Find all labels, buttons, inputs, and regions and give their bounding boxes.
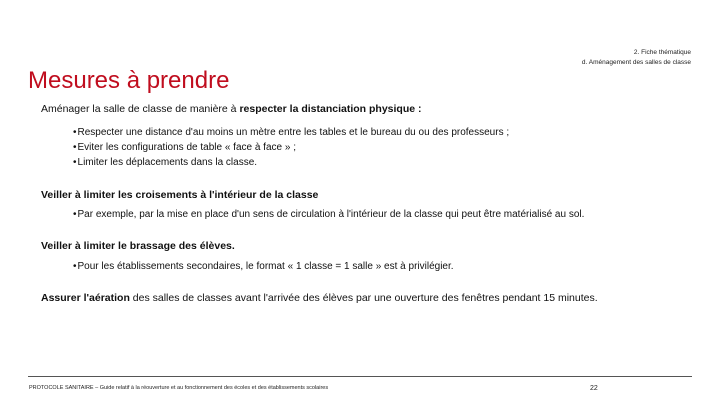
- lead-bold-text: Veiller à limiter les croisements à l'intérieur de la classe: [41, 189, 319, 201]
- footer-text: PROTOCOLE SANITAIRE – Guide relatif à la réouverture et au fonctionnement des écoles et des établissements scolaires: [29, 385, 329, 391]
- list-item: • Par exemple, par la mise en place d'un sens de circulation à l'intérieur de la classe qui peut être matérialisé au sol.: [73, 207, 584, 222]
- lead-plain-text: des salles de classes avant l'arrivée des élèves par une ouverture des fenêtres pendant 15 minutes.: [129, 292, 598, 304]
- lead-bold-text: Assurer l'aération: [41, 292, 130, 304]
- header-section-label: 2. Fiche thématique: [633, 49, 691, 56]
- list-item: • Pour les établissements secondaires, le format « 1 classe = 1 salle » est à privilégier.: [73, 259, 454, 274]
- header-subsection-label: d. Aménagement des salles de classe: [581, 59, 691, 66]
- section-croisements-lead: [41, 189, 318, 201]
- section-brassage-lead: [41, 240, 235, 252]
- bullet-list-brassage: [73, 259, 454, 274]
- footer-divider: [28, 376, 692, 377]
- list-item: • Respecter une distance d'au moins un mètre entre les tables et le bureau du ou des professeurs ;: [73, 125, 509, 140]
- lead-bold-text: Veiller à limiter le brassage des élèves.: [41, 240, 235, 252]
- section-distanciation-lead: [41, 103, 422, 115]
- lead-plain-text: Aménager la salle de classe de manière à: [41, 103, 240, 115]
- section-aeration-lead: [41, 292, 598, 304]
- lead-bold-text: respecter la distanciation physique :: [239, 103, 422, 115]
- page-number: 22: [590, 385, 598, 392]
- list-item: • Eviter les configurations de table « face à face » ;: [73, 140, 509, 155]
- document-header: [582, 48, 691, 68]
- bullet-list-croisements: [73, 207, 584, 222]
- list-item: • Limiter les déplacements dans la classe.: [73, 155, 509, 170]
- bullet-list-distanciation: [73, 125, 509, 170]
- page-title: Mesures à prendre: [28, 67, 230, 94]
